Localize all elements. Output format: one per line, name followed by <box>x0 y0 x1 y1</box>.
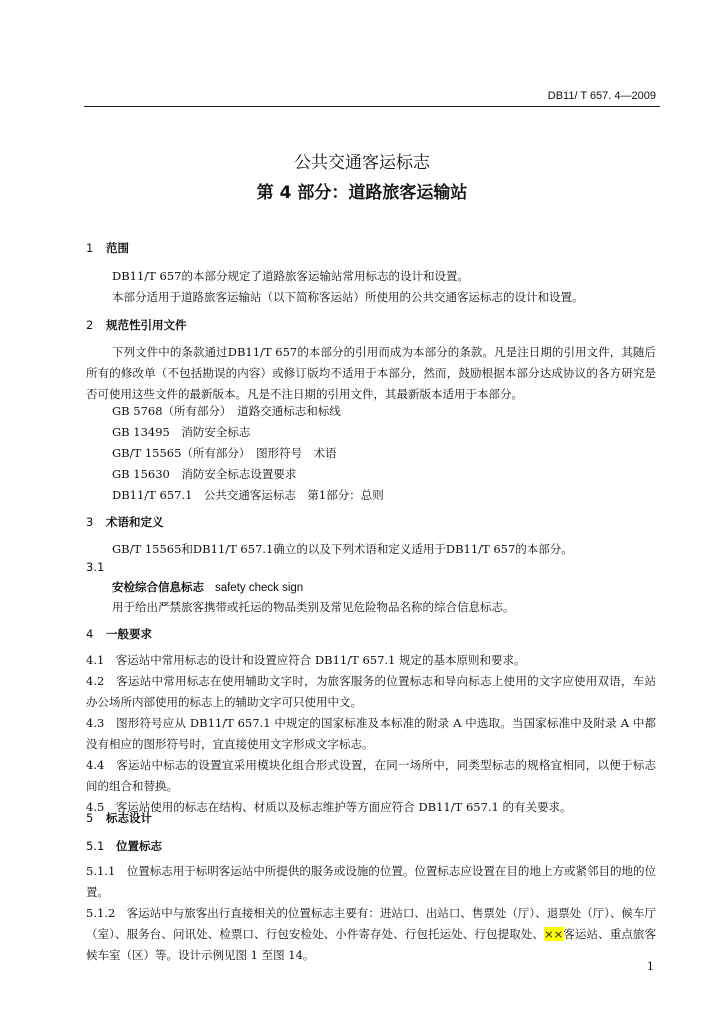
term-definition: 用于给出严禁旅客携带或托运的物品类别及常见危险物品名称的综合信息标志。 <box>112 600 515 614</box>
reference-item: GB 5768（所有部分） 道路交通标志和标线 <box>112 404 341 418</box>
document-code-header: DB11/ T 657. 4—2009 <box>547 90 656 102</box>
section-2-paragraph: 下列文件中的条款通过DB11/T 657的本部分的引用而成为本部分的条款。凡是注日期的引用文件，其随后所有的修改单（不包括勘误的内容）或修订版均不适用于本部分，然而，鼓励根据本部分达成协议的各方研究是否可使用这些文件的最新版本。凡是不注日期的引用文件，其最新版本适用于本部分。 <box>86 345 656 401</box>
document-title: 公共交通客运标志 <box>294 153 430 173</box>
reference-item: GB/T 15565（所有部分） 图形符号 术语 <box>112 446 337 460</box>
section-1-paragraph-1: DB11/T 657的本部分规定了道路旅客运输站常用标志的设计和设置。 <box>112 269 469 283</box>
section-5-heading: 5 标志设计 <box>86 811 152 825</box>
page-number: 1 <box>647 960 654 973</box>
reference-item: GB 15630 消防安全标志设置要求 <box>112 467 297 481</box>
clause-4-1: 4.1 客运站中常用标志的设计和设置应符合 DB11/T 657.1 规定的基本原则和要求。 <box>86 653 526 667</box>
clause-5-1-2: 5.1.2 客运站中与旅客出行直接相关的位置标志主要有：进站口、出站口、售票处（厅）、退票处（厅）、候车厅（室）、服务台、问讯处、检票口、行包安检处、小件寄存处、行包托运处、行包提取处、××客运站、重点旅客候车室（区）等。设计示例见图 1 至图 14。 <box>86 906 657 962</box>
clause-5-1-heading: 5.1 位置标志 <box>86 839 162 853</box>
reference-item: DB11/T 657.1 公共交通客运标志 第1部分：总则 <box>112 488 384 502</box>
highlighted-placeholder: ×× <box>543 927 564 941</box>
document-subtitle: 第 4 部分：道路旅客运输站 <box>256 183 468 203</box>
reference-item: GB 13495 消防安全标志 <box>112 425 251 439</box>
clause-4-3: 4.3 图形符号应从 DB11/T 657.1 中规定的国家标准及本标准的附录 A 中选取。当国家标准中及附录 A 中都没有相应的图形符号时，宜直接使用文字形成文字标志。 <box>86 716 656 751</box>
section-4-heading: 4 一般要求 <box>86 627 152 641</box>
section-3-paragraph: GB/T 15565和DB11/T 657.1确立的以及下列术语和定义适用于DB11/T 657的本部分。 <box>112 542 573 556</box>
clause-4-5: 4.5 客运站使用的标志在结构、材质以及标志维护等方面应符合 DB11/T 657.1 的有关要求。 <box>86 800 572 814</box>
section-1-paragraph-2: 本部分适用于道路旅客运输站（以下简称客运站）所使用的公共交通客运标志的设计和设置。 <box>112 290 584 304</box>
header-rule <box>84 106 660 107</box>
section-3-heading: 3 术语和定义 <box>86 515 164 529</box>
clause-3-1-number: 3.1 <box>86 560 105 574</box>
clause-4-2: 4.2 客运站中常用标志在使用辅助文字时，为旅客服务的位置标志和导向标志上使用的文字应使用双语，车站办公场所内部使用的标志上的辅助文字可只使用中文。 <box>86 674 656 709</box>
clause-4-4: 4.4 客运站中标志的设置宜采用模块化组合形式设置，在同一场所中，同类型标志的规格宜相同，以便于标志间的组合和替换。 <box>86 758 656 793</box>
section-2-heading: 2 规范性引用文件 <box>86 318 187 332</box>
section-1-heading: 1 范围 <box>86 241 129 255</box>
clause-5-1-1: 5.1.1 位置标志用于标明客运站中所提供的服务或设施的位置。位置标志应设置在目的地上方或紧邻目的地的位置。 <box>86 864 656 899</box>
term-entry: 安检综合信息标志 safety check sign <box>112 580 304 594</box>
